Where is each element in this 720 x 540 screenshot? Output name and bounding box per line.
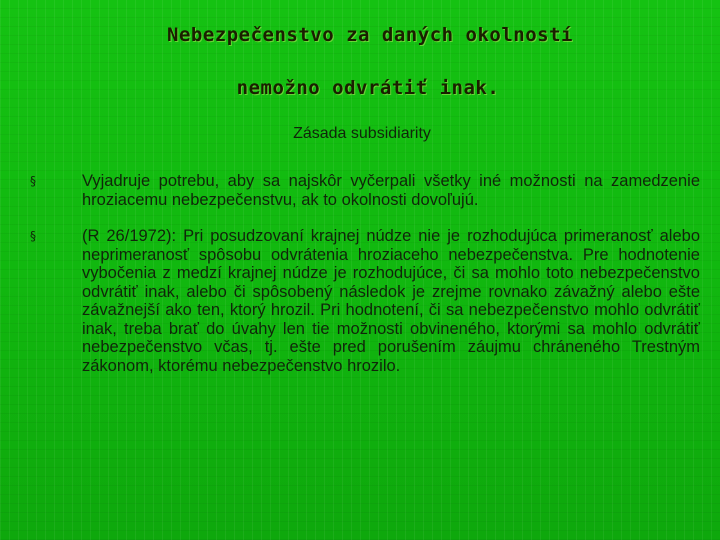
slide-title-line-2: nemožno odvrátiť inak.: [236, 77, 500, 99]
section-sign-bullet-icon: §: [30, 174, 36, 188]
slide-subtitle: Zásada subsidiarity: [293, 125, 431, 142]
bullet-item: [30, 172, 700, 209]
section-sign-bullet-icon: §: [30, 229, 36, 243]
bullet-list: [30, 172, 700, 393]
bullet-text: (R 26/1972): Pri posudzovaní krajnej núdze nie je rozhodujúca primeranosť alebo neprimeranosť spôsobu odvrátenia hroziaceho nebezpečenstva. Pre hodnotenie vybočenia z medzí krajnej núdze je rozhodujúce, či sa mohlo toto nebezpečenstvo odvrátiť inak, alebo či spôsobený následok je zrejme rovnako závažný alebo ešte závažnejší ako ten, ktorý hrozil. Pri hodnotení, či sa nebezpečenstvo mohlo odvrátiť inak, treba brať do úvahy len tie možnosti obvineného, ktorými sa mohlo odvrátiť nebezpečenstvo včas, tj. ešte pred porušením záujmu chráneného Trestným zákonom, ktorému nebezpečenstvo hrozilo.: [82, 227, 700, 375]
bullet-item: [30, 227, 700, 375]
slide-title-line-1: Nebezpečenstvo za daných okolností: [167, 24, 573, 46]
bullet-text: Vyjadruje potrebu, aby sa najskôr vyčerpali všetky iné možnosti na zamedzenie hroziacemu nebezpečenstvu, ak to okolnosti dovoľujú.: [82, 172, 700, 209]
